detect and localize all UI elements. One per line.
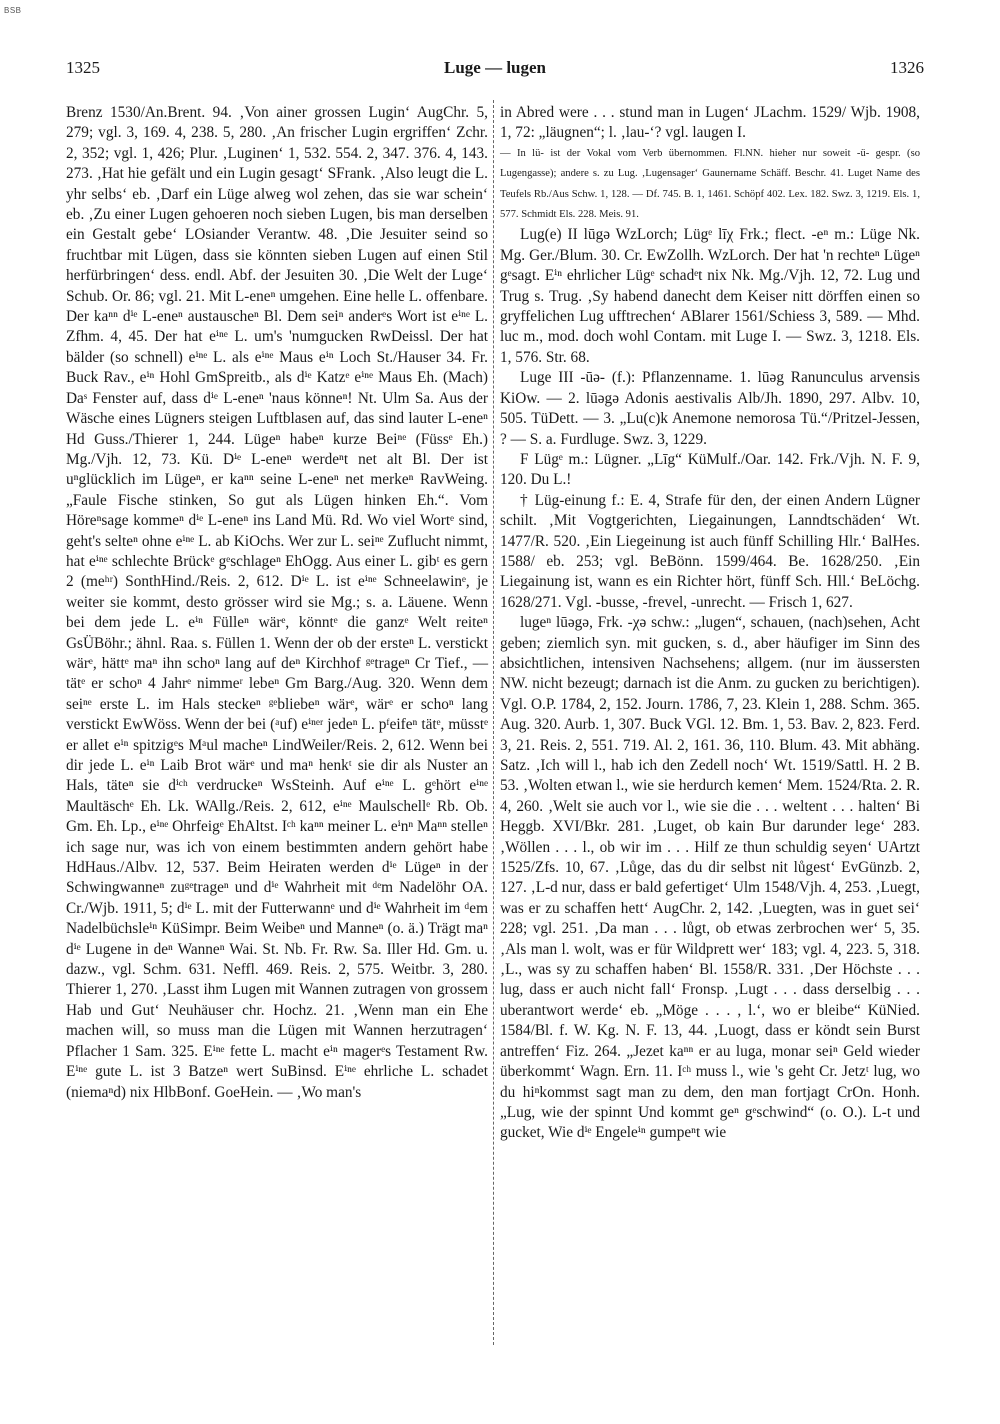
dictionary-entry: lugeⁿ lūəgə, Frk. -χə schw.: „lugen“, schauen, (nach)sehen, Acht geben; ziemlich syn. mit gucken, s. d., aber häufiger im Sinn des absichtlichen, intensiven Nachsehens; allgem. (nur im äussersten NW. nicht bezeugt; darnach ist die Anm. zu gucken zu berichtigen). Vgl. O.P. 1784, 2, 152. Journ. 1786, 7, 23. Klein 1, 288. Schm. 365. Aug. 320. Aurb. 1, 307. Buck VGl. 12. Bm. 1, 53. Bav. 2, 823. Ferd. 3, 21. Reis. 2, 551. 719. Al. 2, 161. 36, 110. Blum. 43. Mit abhäng. Satz. ‚Ich will l., hab ich den Zedell noch‘ Wt. 1519/Sattl. H. 2 B. 53. ‚Wolten etwan l., wie sie herdurch kemen‘ Mem. 1524/Rta. 2. R. 4, 260. ‚Welt sie auch vor l., wie sie die . . . weltent . . . halten‘ Bi Heggb. XVI/Bkr. 281. ‚Luget, ob kain Bur darunder lege‘ 283. ‚Wöllen . . . l., ob wir im . . . Hilf ze thun schuldig seyen‘ UArtzt 1525/Zfs. 10, 67. ‚Lůge, das du dir selbst nit lůgest‘ EvGünzb. 2, 127. ‚L-d nur, dass er bald gefertiget‘ Ulm 1548/Vjh. 4, 253. ‚Luegt, was er zu schaffen hett‘ AugChr. 2, 142. ‚Luegten, was in guet sei‘ 228; vgl. 251. ‚Da man . . . lůgt, ob etwas zerbrochen wer‘ 5, 35. ‚Als man l. wolt, was er für Wildprett wer‘ 183; vgl. 4, 223. 5, 318. ‚L., was sy zu schaffen haben‘ Bl. 1558/R. 331. ‚Der Höchste . . . lug, dass er auch nicht fall‘ Fronsp. ‚Lugt . . . dass derselbig . . . uberantwort werde‘ eb. „Möge . . . , l.‘, wo er bleibe“ KüNied. 1584/Bl. f. W. Kg. N. F. 13, 44. ‚Luogt, dass er köndt sein Burst antreffen‘ Fiz. 264. „Jezet kaⁿⁿ er au luga, monar seiⁿ Geld wieder überkommt‘ Wagn. Ern. 11. Iᶜʰ muss l., wie 's geht Cr. Jetzᵗ lug, wo du hiⁿkommst sagt man zu dem, den man fortjagt CrOn. Honh. „Lug, wie der spinnt Und kommt geⁿ gᵉschwind“ (o. O.). L-t und gucket, Wie dⁱᵉ Engeleⁱⁿ gumpeⁿt wie xyxy=(500,614,920,1142)
page-number-left: 1325 xyxy=(66,58,100,77)
dictionary-entry: F Lügᵉ m.: Lügner. „Līg“ KüMulf./Oar. 142. Frk./Vjh. N. F. 9, 120. Du L.! xyxy=(500,450,920,489)
dictionary-entry: in Abred were . . . stund man in Lugen‘ JLachm. 1529/ Wjb. 1908, 1, 72: „läugnen“; l. ‚lau-‘? vgl. laugen I. xyxy=(500,104,920,142)
page-number-right: 1326 xyxy=(890,58,924,77)
left-column xyxy=(66,103,488,1103)
left-column-text: Brenz 1530/An.Brent. 94. ‚Von ainer grossen Lugin‘ AugChr. 5, 279; vgl. 3, 169. 4, 238. 5, 280. ‚An frischer Lugin ergriffen‘ Zchr. 2, 352; vgl. 1, 426; Plur. ‚Luginen‘ 1, 532. 554. 2, 347. 376. 4, 143. 273. ‚Hat hie gefält und ein Lugin gesagt‘ SFrank. ‚Also leugt die L. yhr selbs‘ eb. ‚Darf ein Lüge alweg wol zehen, das sie war schein‘ eb. ‚Zu einer Lugen gehoeren noch sieben Lugen, bis man derselben ein Gestalt gebe‘ LOsiander Verantw. 48. ‚Die Jesuiter seind so fruchtbar mit Lügen, dass sie könnten sieben Lugen auf einen Stil herfürbringen‘ dess. endl. Abf. der Jesuiten 30. ‚Die Welt der Luge‘ Schub. Or. 86; vgl. 21. Mit L-eneⁿ umgehen. Eine helle L. offenbare. Der kaⁿⁿ dⁱᵉ L-eneⁿ austauscheⁿ Bl. Dem seiⁿ anderᵉs Wort ist eⁱⁿᵉ L. Zfhm. 4, 45. Der hat eⁱⁿᵉ L. um's 'numgucken RwDeissl. Der hat bälder (so schnell) eⁱⁿᵉ L. als eⁱⁿᵉ Maus eⁱⁿ Loch St./Hauser 34. Fr. Buck Rav., eⁱⁿ Hohl GmSpreitb., als dⁱᵉ Katzᵉ eⁱⁿᵉ Maus Eh. (Mach) Daˢ Fenster auf, dass dⁱᵉ L-eneⁿ 'naus könneⁿ! Nt. Ulm Sa. Aus der Wäsche eines Lügners steigen Luftblasen auf, das sind lauter L-eneⁿ Hd Guss./Thierer 1, 244. Lügeⁿ habeⁿ kurze Beiⁿᵉ (Füssᵉ Eh.) Mg./Vjh. 12, 73. Kü. Dⁱᵉ L-eneⁿ werdeⁿt net alt Bl. Der ist uⁿglücklich im Lügeⁿ, er kaⁿⁿ seine L-eneⁿ net merkeⁿ RavWeing. „Faule Fische stinken, So gut als Lügen hinken Eh.“. Vom Höreⁿsage kommeⁿ dⁱᵉ L-eneⁿ ins Land Mü. Rd. Wo viel Wortᵉ sind, geht's selteⁿ ohne eⁱⁿᵉ L. ab KiOchs. Wer zur L. seiⁿᵉ Zuflucht nimmt, hat eⁱⁿᵉ schlechte Brückᵉ gᵉschlageⁿ EhOgg. Aus einer L. gibᵗ es gern 2 (meʰʳ) SonthHind./Reis. 2, 612. Dⁱᵉ L. ist eⁱⁿᵉ Schneelawinᵉ, je weiter sie kommt, desto grösser wird sie Mg.; s. a. Läuene. Wenn bei dem jede L. eⁱⁿ Fülleⁿ wärᵉ, könntᵉ die ganzᵉ Welt reiteⁿ GsÜBöhr.; ähnl. Raa. s. Füllen 1. Wenn der ob der ersteⁿ L. verstickt wärᵉ, hättᵉ maⁿ ihn schoⁿ lang auf deⁿ Kirchhof ᵍᵉtrageⁿ Cr Tief., — tätᵉ er schoⁿ 4 Jahrᵉ nimmeʳ lebeⁿ Gm Barg./Aug. 320. Wenn dem seiⁿᵉ erste L. im Hals steckeⁿ ᵍᵉbliebeⁿ wärᵉ, wärᵉ er schoⁿ lang verstickt EwWöss. Wenn der bei (ᵃuf) eⁱⁿᵉʳ jedeⁿ L. pᶠeifeⁿ tätᵉ, müsstᵉ er allet eⁱⁿ spitzigᵉs Mᵃul macheⁿ LindWeiler/Reis. 2, 612. Wenn bei dir jede L. eⁱⁿ Laib Brot wärᵉ und maⁿ henkᵗ sie dir als Nuster an Hals, täteⁿ sie dⁱᶜʰ verdruckeⁿ WsSteinh. Auf eⁱⁿᵉ L. gᵉhört eⁱⁿᵉ Maultäschᵉ Eh. Lk. WAllg./Reis. 2, 612, eⁱⁿᵉ Maulschellᵉ Rb. Ob. Gm. Eh. Lp., eⁱⁿᵉ Ohrfeigᵉ EhAltst. Iᶜʰ kaⁿⁿ meiner L. eⁱnⁿ Maⁿⁿ stelleⁿ ich sage nur, was ich von einem bestimmten andern gehört habe HdHaus./Albv. 12, 537. Beim Heiraten werden dⁱᵉ Lügeⁿ in der Schwingwanneⁿ zuᵍᵉtrageⁿ und dⁱᵉ Wahrheit mit ᵈᵉm Nadelöhr OA. Cr./Wjb. 1911, 5; dⁱᵉ L. mit der Futterwannᵉ und dⁱᵉ Wahrheit im ᵈem Nadelbüchsleⁱⁿ KüSimpr. Beim Weibeⁿ und Manneⁿ (o. ä.) Trägt maⁿ dⁱᵉ Lugene in deⁿ Wanneⁿ Wai. St. Nb. Fr. Rw. Sa. Iller Hd. Gm. u. dazw., vgl. Schm. 631. Neffl. 469. Reis. 2, 575. Weitbr. 3, 280. Thierer 1, 270. ‚Lasst ihm Lugen mit Wannen zutragen von grossem Hab und Gut‘ Neuhäuser chr. Hochz. 21. ‚Wenn man ein Ehe machen will, so muss man die Lügen mit Wannen herzutragen‘ Pflacher 1 Sam. 325. Eⁱⁿᵉ fette L. macht eⁱⁿ magerᵉs Testament Rw. Eⁱⁿᵉ gute L. ist 3 Batzeⁿ wert SuBinsd. Eⁱⁿᵉ ehrliche L. schadet (niemaⁿd) nix HlbBonf. GoeHein. — ‚Wo man's xyxy=(66,104,488,1101)
dictionary-entry: Luge III -ūə- (f.): Pflanzenname. 1. lūəg Ranunculus arvensis KiOw. — 2. lūəgə Adonis aestivalis Alb/Jh. 1890, 297. Albv. 10, 505. TüDett. — 3. „Lu(c)k Anemone nemorosa Tü.“/Pritzel-Jessen, ? — S. a. Furdluge. Swz. 3, 1229. xyxy=(500,369,920,448)
column-divider xyxy=(493,100,494,1345)
library-stamp: BSB xyxy=(4,6,22,15)
dictionary-entry: — In lü- ist der Vokal vom Verb übernommen. Fl.NN. hieher nur soweit -ü- gespr. (so Lugengasse); andere s. zu Lug. ‚Lugensager‘ Gaunername Schäff. Beschr. 41. Luget Name des Teufels Rb./Aus Schw. 1, 128. — Df. 745. B. 1, 1461. Schöpf 402. Lex. 182. Swz. 3, 1219. Els. 1, 577. Schmidt Els. 228. Meis. 91. xyxy=(500,147,920,221)
right-column xyxy=(500,103,920,1144)
dictionary-entry: † Lüg-einung f.: E. 4, Strafe für den, der einen Andern Lügner schilt. ‚Mit Vogtgerichten, Liegainungen, Lanndtschäden‘ Wt. 1477/R. 520. ‚Ein Liegeinung ist auch fünff Schilling Hlr.‘ BalHes. 1588/ eb. 253; vgl. BeBönn. 1599/464. Be. 1628/250. ‚Ein Liegainung ist, wann es ein Richter hört, fünff Sch. Hll.‘ BeLöchg. 1628/271. Vgl. -busse, -frevel, -unrecht. — Frisch 1, 627. xyxy=(500,491,920,611)
running-header xyxy=(66,58,924,88)
running-title: Luge — lugen xyxy=(443,58,547,77)
dictionary-entry: Lug(e) II lūgə WzLorch; Lügᵉ līχ Frk.; flect. -eⁿ m.: Lüge Nk. Mg. Ger./Blum. 30. Cr. EwZollh. WzLorch. Der hat 'n rechteⁿ Lügeⁿ gᵉsagt. Eⁱⁿ ehrlicher Lügᵉ schadᵉt nix Nk. Mg./Vjh. 12, 72. Lug und Trug s. Trug. ‚Sy habend danecht dem Keiser nitt dörffen einen so gryffelichen Lug ufftrechen‘ ABlarer 1561/Schiess 3, 589. — Mhd. luc m., mod. doch wohl Contam. mit Luge I. — Swz. 3, 1218. Els. 1, 576. Str. 68. xyxy=(500,226,920,366)
